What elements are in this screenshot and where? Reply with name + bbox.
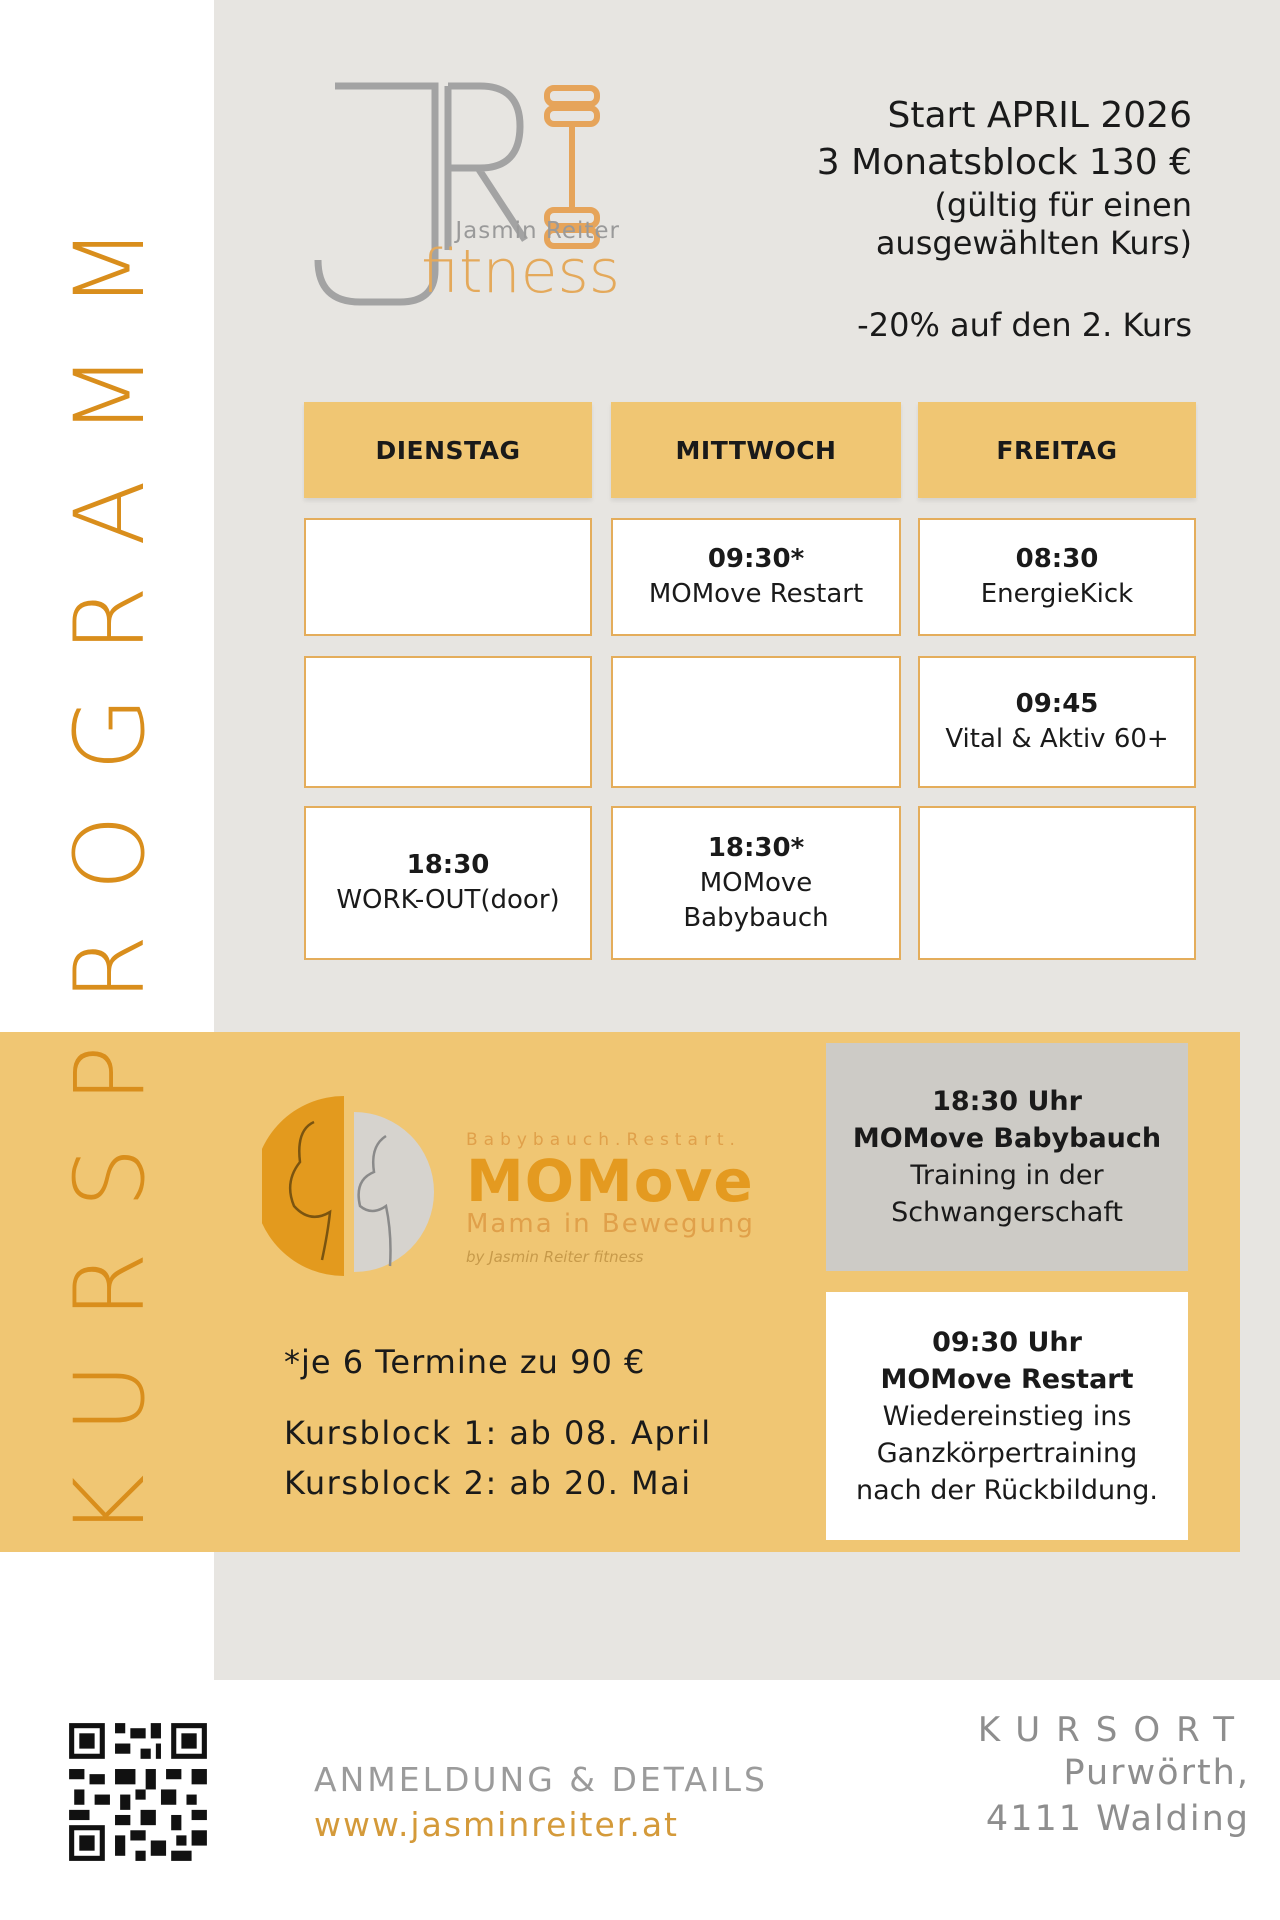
momove-subtitle: Mama in Bewegung [466, 1209, 755, 1239]
registration-label: ANMELDUNG & DETAILS [314, 1760, 768, 1799]
babybauch-time: 18:30 Uhr [932, 1086, 1082, 1117]
day-header-tuesday: DIENSTAG [304, 402, 592, 498]
schedule-cell-tue-3 [304, 806, 592, 960]
schedule-cell-tue-2 [304, 656, 592, 788]
restart-line-2: Ganzkörpertraining [876, 1437, 1138, 1469]
qr-code-icon[interactable] [64, 1718, 212, 1866]
momove-by: by Jasmin Reiter fitness [466, 1248, 644, 1266]
pricing-info [632, 92, 1192, 349]
momove-logo-text [466, 1130, 776, 1266]
babybauch-line-2: Schwangerschaft [891, 1197, 1123, 1228]
logo-name: Jasmin Reiter [455, 218, 620, 244]
logo-word: fitness [421, 237, 620, 307]
validity-line-1: (gültig für einen [934, 186, 1192, 224]
momove-blocks [284, 1408, 712, 1508]
start-date: Start APRIL 2026 [887, 95, 1192, 136]
schedule-cell-fri-3 [918, 806, 1196, 960]
cell-course-line-2: Babybauch [683, 902, 829, 933]
momove-price-note: *je 6 Termine zu 90 € [284, 1343, 646, 1381]
schedule-cell-wed-2 [611, 656, 901, 788]
website-link[interactable]: www.jasminreiter.at [314, 1805, 679, 1844]
cell-course: MOMove Restart [648, 579, 864, 609]
cell-course: WORK-OUT(door) [336, 885, 560, 915]
babybauch-info-box [826, 1043, 1188, 1271]
day-header-friday: FREITAG [918, 402, 1196, 498]
schedule-cell-wed-3 [611, 806, 901, 960]
restart-title: MOMove Restart [880, 1363, 1134, 1395]
registration-block [314, 1760, 768, 1844]
babybauch-line-1: Training in der [910, 1160, 1104, 1191]
cell-time: 18:30 [406, 850, 490, 880]
schedule-cell-fri-2 [918, 656, 1196, 788]
validity-line-2: ausgewählten Kurs) [875, 224, 1192, 262]
day-header-wednesday: MITTWOCH [611, 402, 901, 498]
schedule-cell-tue-1 [304, 518, 592, 636]
restart-line-3: nach der Rückbildung. [856, 1474, 1158, 1506]
momove-tagline: Babybauch.Restart. [466, 1130, 741, 1150]
restart-line-1: Wiedereinstieg ins [882, 1400, 1132, 1432]
discount-note: -20% auf den 2. Kurs [857, 306, 1192, 344]
location-line-2: 4111 Walding [985, 1799, 1250, 1839]
restart-time: 09:30 Uhr [932, 1326, 1082, 1358]
momove-title: MOMove [466, 1147, 754, 1215]
cell-course: MOMove [699, 867, 813, 898]
kursblock-1: Kursblock 1: ab 08. April [284, 1414, 712, 1452]
block-price: 3 Monatsblock 130 € [816, 142, 1192, 183]
cell-time: 18:30* [707, 832, 805, 863]
schedule-cell-fri-1 [918, 518, 1196, 636]
momove-emblem-icon [262, 1092, 442, 1282]
location-block [850, 1710, 1250, 1842]
vertical-title-text: KURSPROGRAMM [54, 182, 166, 1538]
location-line-1: Purwörth, [1063, 1753, 1250, 1793]
vertical-title [20, 60, 200, 1660]
cell-time: 09:45 [1015, 689, 1099, 719]
cell-time: 09:30* [707, 544, 805, 574]
logo-j-letter [318, 86, 435, 302]
kursblock-2: Kursblock 2: ab 20. Mai [284, 1464, 692, 1502]
restart-info-box [826, 1292, 1188, 1540]
location-label: KURSORT [977, 1710, 1250, 1750]
schedule-cell-wed-1 [611, 518, 901, 636]
cell-course: Vital & Aktiv 60+ [945, 724, 1169, 754]
cell-course: EnergieKick [980, 579, 1134, 609]
babybauch-title: MOMove Babybauch [852, 1123, 1162, 1154]
cell-time: 08:30 [1015, 544, 1099, 574]
logo-text [420, 218, 620, 307]
